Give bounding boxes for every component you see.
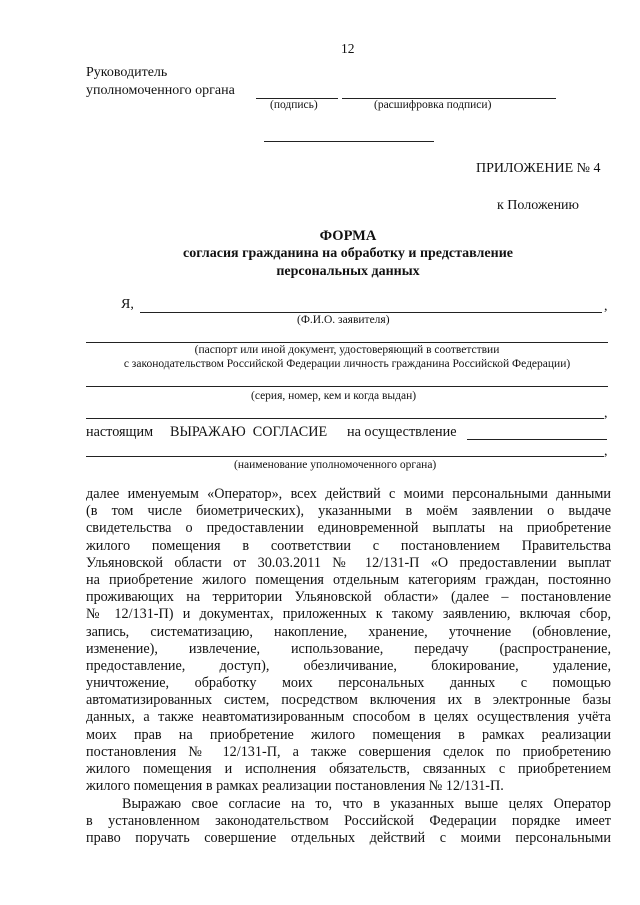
fio-line (140, 312, 602, 313)
body-line: (в том числе биометрических), указанными в моём заявлении о выдаче (86, 503, 611, 520)
caption-decoding: (расшифровка подписи) (374, 99, 492, 111)
caption-series: (серия, номер, кем и когда выдан) (251, 390, 417, 402)
form-title: ФОРМА (319, 228, 377, 244)
body-line: свидетельства о предоставлении единовременной выплаты на приобретение (86, 520, 611, 537)
body-paragraph-2 (86, 796, 611, 848)
comma-2: , (604, 406, 608, 421)
body-line: запись, систематизацию, накопление, хранение, уточнение (обновление, (86, 623, 611, 640)
comma-3: , (604, 444, 608, 459)
appendix-subtitle: к Положению (497, 198, 580, 213)
caption-passport-2: с законодательством Российской Федерации личность гражданина Российской Федерации) (123, 358, 571, 370)
body-line: жилого помещения и исполнения обязательств, связанных с приобретением (86, 761, 611, 777)
header-line-2: уполномоченного органа (86, 83, 235, 98)
body-line: данных, а также неавтоматизированным способом в целях осуществления учёта (86, 709, 611, 726)
body-line: на приобретение жилого помещения отдельным категориям граждан, постоянно (86, 571, 611, 588)
consent-prefix: настоящим (86, 424, 154, 440)
form-subtitle-2: персональных данных (276, 264, 420, 279)
consent-line (467, 439, 607, 440)
body2-line: право поручать совершение отдельных действий с моими персональными (86, 830, 611, 847)
body-line: далее именуемым «Оператор», всех действий с моими персональными данными (86, 486, 611, 502)
ya-label: Я, (121, 297, 134, 312)
appendix-title: ПРИЛОЖЕНИЕ № 4 (476, 161, 601, 176)
body-line: постановления № 12/131-П, а также совершения сделок по приобретению (86, 743, 611, 760)
body2-line: в установленном законодательством Российской Федерации порядке имеет (86, 813, 611, 830)
page-number: 12 (341, 41, 355, 56)
body-line: предоставление, доступ), обезличивание, блокирование, удаление, (86, 657, 611, 674)
caption-signature: (подпись) (270, 99, 318, 111)
body-line: изменение), извлечение, использование, передачу (распространение, (86, 640, 611, 657)
header-line-1: Руководитель (86, 65, 168, 80)
body-line: Ульяновской области от 30.03.2011 № 12/131-П «О предоставлении выплат (86, 554, 611, 571)
series-line (86, 386, 608, 387)
caption-organ: (наименование уполномоченного органа) (234, 459, 437, 471)
body-line: проживающих на территории Ульяновской области» (далее – постановление (86, 589, 611, 606)
consent-suffix: на осуществление (347, 424, 457, 440)
caption-passport-1: (паспорт или иной документ, удостоверяющий в соответствии (194, 344, 500, 356)
blank-line (86, 418, 604, 419)
body-line: моих прав на приобретение жилого помещения в рамках реализации (86, 726, 611, 743)
body-line: жилого помещения в рамках реализации постановления № 12/131-П. (86, 778, 504, 795)
comma-1: , (604, 299, 608, 314)
passport-line (86, 342, 608, 343)
body-line: № 12/131-П) и документах, приложенных к такому заявлению, включая сбор, (86, 606, 611, 623)
body-line: уничтожение, обработку моих персональных данных с помощью (86, 675, 611, 692)
organ-line (86, 456, 604, 457)
body-line: автоматизированных систем, посредством включения их в электронные базы (86, 692, 611, 709)
caption-fio: (Ф.И.О. заявителя) (297, 314, 390, 326)
body-paragraph-1 (86, 486, 611, 795)
form-subtitle-1: согласия гражданина на обработку и представление (183, 246, 513, 261)
body-line: жилого помещения в соответствии с постановлением Правительства (86, 537, 611, 554)
consent-main: ВЫРАЖАЮ СОГЛАСИЕ (170, 424, 328, 440)
separator-line (264, 141, 434, 142)
body2-line: Выражаю свое согласие на то, что в указанных выше целях Оператор (122, 796, 611, 812)
